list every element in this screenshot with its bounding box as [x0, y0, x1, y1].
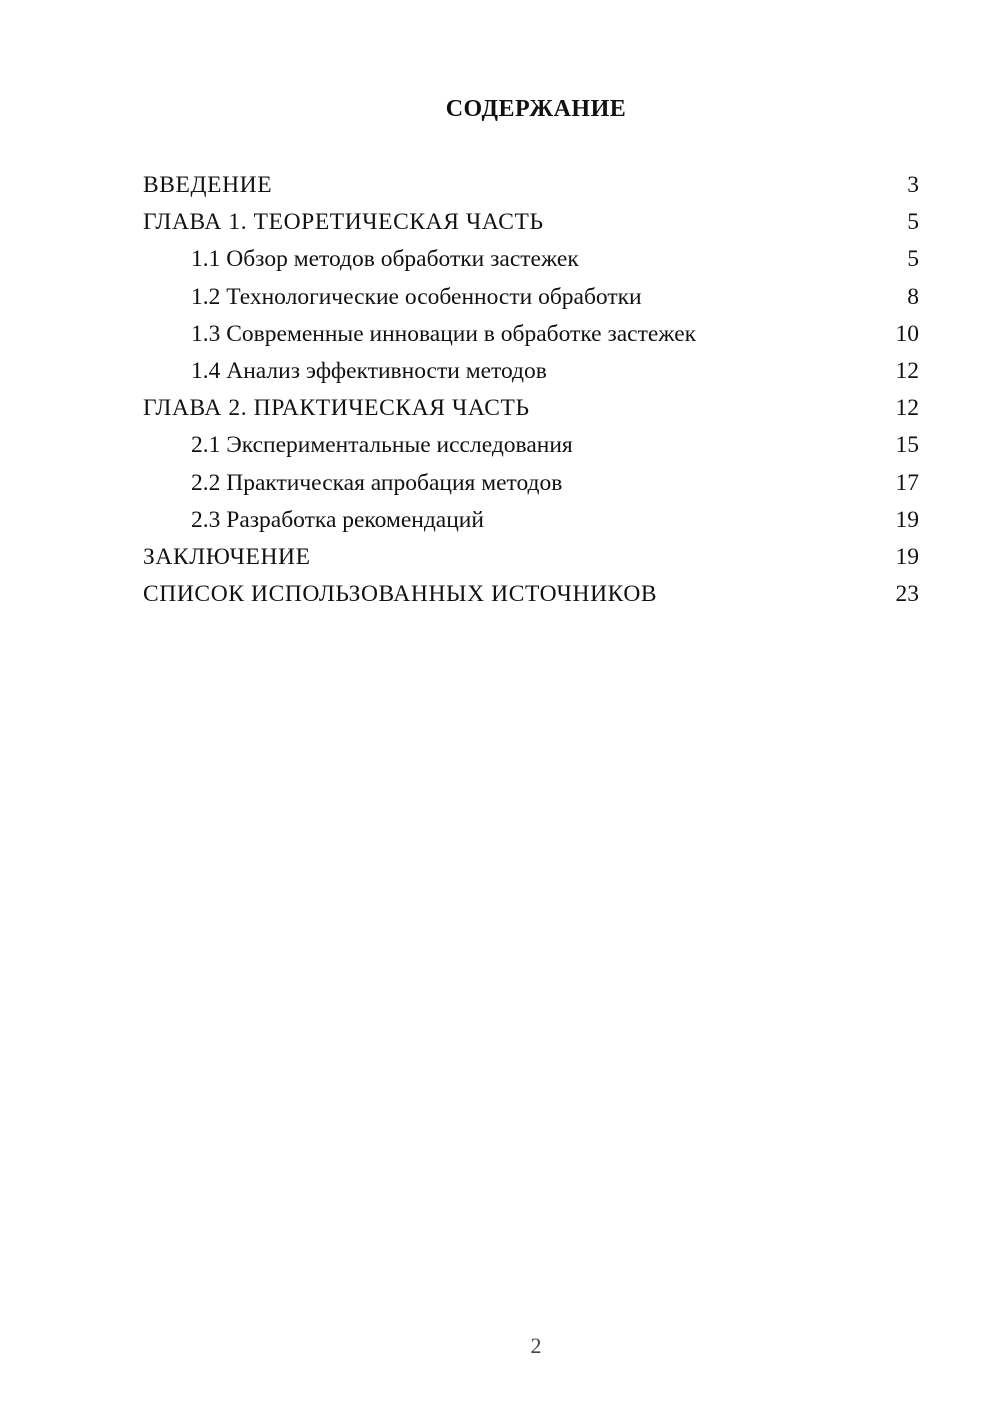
- toc-entry-page: 5: [907, 246, 919, 273]
- toc-entry-page: 3: [907, 172, 919, 198]
- toc-entry-page: 23: [895, 581, 919, 608]
- table-of-contents: [143, 167, 919, 613]
- toc-entry-chapter-2: [143, 390, 919, 427]
- toc-entry-chapter-1: [143, 204, 919, 241]
- toc-entry-label: 1.4 Анализ эффективности методов: [191, 357, 547, 384]
- toc-entry-label: 2.1 Экспериментальные исследования: [191, 432, 573, 459]
- toc-entry-label: ВВЕДЕНИЕ: [143, 172, 273, 198]
- toc-entry-conclusion: [143, 539, 919, 576]
- toc-entry-section-2-1: [143, 427, 919, 464]
- toc-entry-label: ЗАКЛЮЧЕНИЕ: [143, 543, 311, 570]
- toc-entry-section-2-2: [143, 465, 919, 502]
- page-number: 2: [530, 1333, 542, 1358]
- toc-entry-label: СПИСОК ИСПОЛЬЗОВАННЫХ ИСТОЧНИКОВ: [143, 581, 658, 608]
- toc-entry-page: 12: [895, 357, 919, 384]
- toc-entry-label: 2.3 Разработка рекомендаций: [191, 506, 484, 533]
- toc-entry-label: 1.2 Технологические особенности обработки: [191, 283, 642, 310]
- toc-entry-label: 2.2 Практическая апробация методов: [191, 469, 563, 496]
- toc-entry-page: 19: [895, 543, 919, 570]
- toc-entry-page: 15: [895, 432, 919, 459]
- toc-entry-references: [143, 576, 919, 613]
- toc-entry-section-1-4: [143, 353, 919, 390]
- toc-entry-page: 5: [907, 209, 919, 236]
- toc-entry-page: 12: [895, 395, 919, 422]
- toc-title: СОДЕРЖАНИЕ: [445, 96, 627, 122]
- toc-entry-label: 1.1 Обзор методов обработки застежек: [191, 246, 579, 273]
- toc-entry-section-2-3: [143, 502, 919, 539]
- toc-entry-page: 17: [895, 469, 919, 496]
- toc-entry-section-1-2: [143, 279, 919, 316]
- toc-entry-introduction: [143, 167, 919, 204]
- toc-entry-section-1-1: [143, 241, 919, 278]
- toc-entry-section-1-3: [143, 316, 919, 353]
- toc-entry-label: ГЛАВА 2. ПРАКТИЧЕСКАЯ ЧАСТЬ: [143, 395, 530, 422]
- toc-entry-page: 8: [907, 283, 919, 310]
- toc-entry-page: 10: [895, 320, 919, 347]
- toc-entry-label: 1.3 Современные инновации в обработке застежек: [191, 320, 697, 347]
- toc-entry-label: ГЛАВА 1. ТЕОРЕТИЧЕСКАЯ ЧАСТЬ: [143, 209, 544, 236]
- toc-entry-page: 19: [895, 506, 919, 533]
